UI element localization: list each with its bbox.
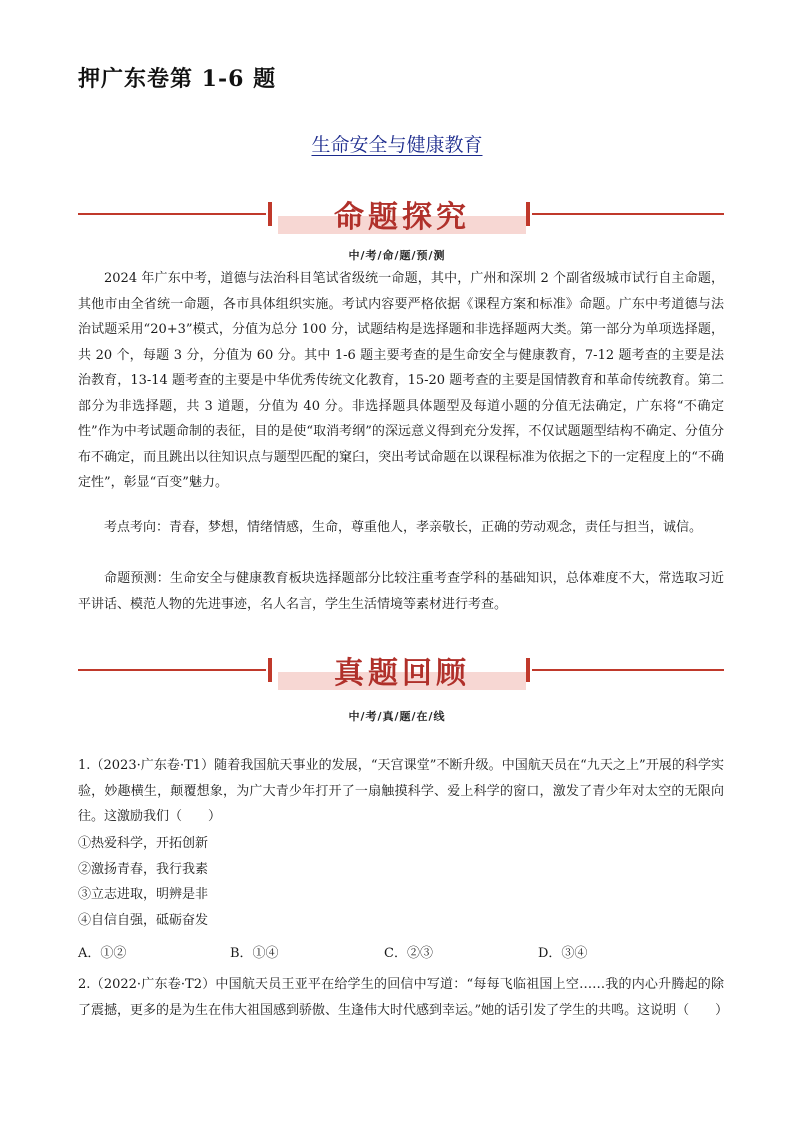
- option-item: ③立志进取，明辨是非: [78, 887, 209, 902]
- banner-rule-left: [78, 213, 266, 215]
- section-caption: 中/考/真/题/在/线: [348, 710, 446, 723]
- choice-b[interactable]: B．①④: [230, 946, 279, 961]
- document-title: 押广东卷第 1-6 题: [78, 66, 277, 92]
- banner-tick-right: [526, 202, 530, 226]
- choice-c[interactable]: C．②③: [384, 946, 433, 961]
- banner-tick-left: [268, 658, 272, 682]
- choice-a[interactable]: A．①②: [78, 946, 127, 961]
- subject-heading: 生命安全与健康教育: [311, 134, 483, 156]
- banner-rule-right: [532, 213, 724, 215]
- exam-points-paragraph: 考点考向：青春，梦想，情绪情感，生命，尊重他人，孝亲敬长，正确的劳动观念，责任与担当，诚信。: [104, 520, 703, 535]
- section-banner-review: [78, 652, 724, 696]
- question-2-stem: 2.（2022·广东卷·T2）中国航天员王亚平在给学生的回信中写道：“每每飞临祖国上空……我的内心升腾起的除了震撼，更多的是为生在伟大祖国感到骄傲、生逢伟大时代感到幸运。”她的话引发了学生的共鸣。这说明（ ）: [78, 977, 729, 1018]
- section-banner-exploration: [78, 196, 724, 240]
- banner-label: 真题回顾: [334, 656, 470, 691]
- option-item: ①热爱科学，开拓创新: [78, 836, 209, 851]
- option-item: ②激扬青春，我行我素: [78, 861, 209, 877]
- question-1-options: [78, 831, 724, 933]
- banner-rule-right: [532, 669, 724, 671]
- section-caption: 中/考/命/题/预/测: [348, 249, 446, 262]
- question-1-choices: [78, 941, 724, 967]
- choice-d[interactable]: D．③④: [538, 946, 588, 961]
- prediction-paragraph: 命题预测：生命安全与健康教育板块选择题部分比较注重考查学科的基础知识，总体难度不大，常选取习近平讲话、模范人物的先进事迹，名人名言，学生生活情境等素材进行考查。: [78, 571, 724, 612]
- question-1-stem: 1.（2023·广东卷·T1）随着我国航天事业的发展，“天宫课堂”不断升级。中国航天员在“九天之上”开展的科学实验，妙趣横生，颠覆想象，为广大青少年打开了一扇触摸科学、爱上科学的窗口，激发了青少年对太空的无限向往。这激励我们（ ）: [78, 758, 724, 824]
- banner-rule-left: [78, 669, 266, 671]
- option-item: ④自信自强，砥砺奋发: [78, 912, 209, 928]
- banner-tick-right: [526, 658, 530, 682]
- banner-tick-left: [268, 202, 272, 226]
- intro-paragraph: 2024 年广东中考，道德与法治科目笔试省级统一命题，其中，广州和深圳 2 个副省级城市试行自主命题，其他市由全省统一命题，各市具体组织实施。考试内容要严格依据《课程方案和标准》命题。广东中考道德与法治试题采用“20+3”模式，分值为总分 100 分，试题结构是选择题和非选择题两大类。第一部分为单项选择题，共 20 个，每题 3 分，分值为 60 分。其中 1-6 题主要考查的是生命安全与健康教育，7-12 题考查的主要是法治教育，13-14 题考查的主要是中华优秀传统文化教育，15-20 题考查的主要是国情教育和革命传统教育。第二部分为非选择题，共 3 道题，分值为 40 分。非选择题具体题型及每道小题的分值无法确定，广东将“不确定性”作为中考试题命制的表征，目的是使“取消考纲”的深远意义得到充分发挥，不仅试题题型结构不确定、分值分布不确定，而且跳出以往知识点与题型匹配的窠臼，突出考试命题在以课程标准为依据之下的一定程度上的“不确定性”，彰显“百变”魅力。: [78, 271, 724, 490]
- banner-label: 命题探究: [334, 200, 470, 235]
